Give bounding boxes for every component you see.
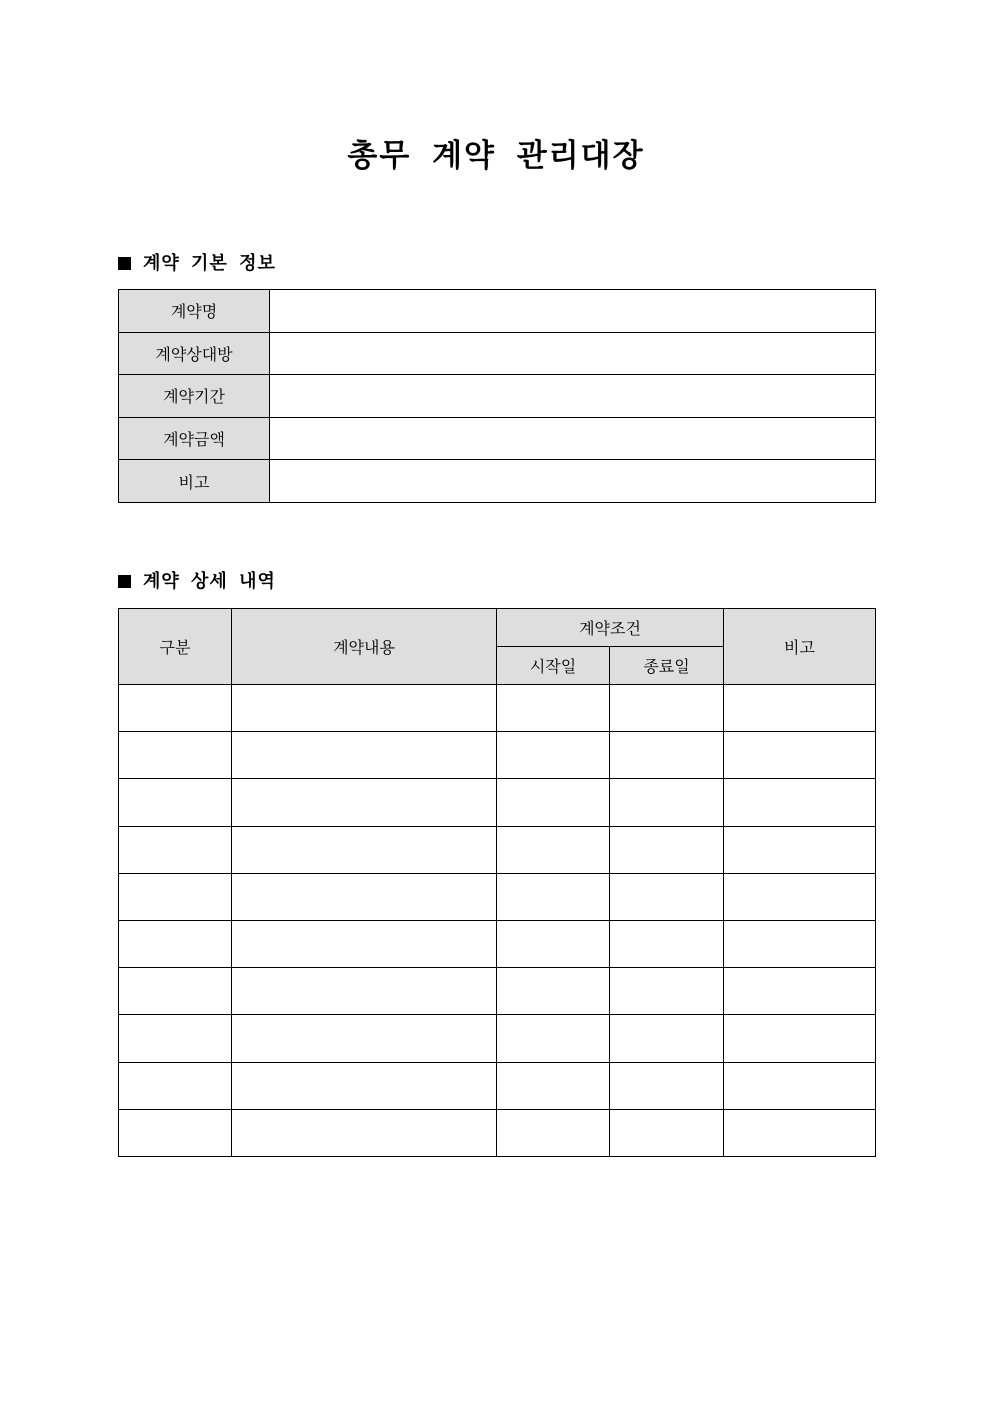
square-bullet-icon: [118, 575, 131, 588]
table-row: [119, 1015, 876, 1062]
table-row: [119, 968, 876, 1015]
cell-content[interactable]: [232, 826, 497, 873]
cell-content[interactable]: [232, 1109, 497, 1156]
cell-content[interactable]: [232, 779, 497, 826]
cell-remarks[interactable]: [724, 1062, 876, 1109]
cell-remarks[interactable]: [724, 685, 876, 732]
info-row: [119, 417, 876, 460]
basic-info-table: [118, 289, 876, 503]
cell-end-date[interactable]: [610, 732, 724, 779]
cell-category[interactable]: [119, 873, 232, 920]
info-row: [119, 332, 876, 375]
table-header-row: [119, 609, 876, 647]
cell-start-date[interactable]: [497, 920, 610, 967]
cell-category[interactable]: [119, 968, 232, 1015]
cell-content[interactable]: [232, 685, 497, 732]
cell-remarks[interactable]: [724, 779, 876, 826]
cell-end-date[interactable]: [610, 1062, 724, 1109]
table-row: [119, 826, 876, 873]
cell-start-date[interactable]: [497, 779, 610, 826]
cell-category[interactable]: [119, 826, 232, 873]
cell-remarks[interactable]: [724, 826, 876, 873]
cell-end-date[interactable]: [610, 779, 724, 826]
table-row: [119, 873, 876, 920]
cell-content[interactable]: [232, 732, 497, 779]
cell-end-date[interactable]: [610, 968, 724, 1015]
info-label: 계약금액: [119, 417, 270, 460]
details-heading-text: 계약 상세 내역: [143, 571, 276, 592]
cell-start-date[interactable]: [497, 968, 610, 1015]
cell-end-date[interactable]: [610, 685, 724, 732]
contract-details-table: [118, 608, 876, 1157]
header-content: 계약내용: [232, 609, 497, 685]
info-row: [119, 460, 876, 503]
info-value-field[interactable]: [270, 460, 876, 503]
details-heading: [118, 569, 276, 595]
info-value-field[interactable]: [270, 332, 876, 375]
cell-category[interactable]: [119, 779, 232, 826]
cell-end-date[interactable]: [610, 873, 724, 920]
info-label: 계약명: [119, 290, 270, 333]
cell-category[interactable]: [119, 920, 232, 967]
cell-remarks[interactable]: [724, 968, 876, 1015]
page-title: 총무 계약 관리대장: [347, 138, 645, 174]
cell-category[interactable]: [119, 685, 232, 732]
cell-end-date[interactable]: [610, 1015, 724, 1062]
cell-remarks[interactable]: [724, 1015, 876, 1062]
cell-remarks[interactable]: [724, 873, 876, 920]
header-terms: 계약조건: [497, 609, 724, 647]
cell-remarks[interactable]: [724, 920, 876, 967]
header-start-date: 시작일: [497, 647, 610, 685]
info-label: 계약상대방: [119, 332, 270, 375]
cell-remarks[interactable]: [724, 732, 876, 779]
cell-category[interactable]: [119, 1062, 232, 1109]
basic-info-heading-text: 계약 기본 정보: [143, 253, 276, 274]
table-row: [119, 732, 876, 779]
info-value-field[interactable]: [270, 290, 876, 333]
cell-start-date[interactable]: [497, 732, 610, 779]
basic-info-heading: [118, 251, 276, 277]
cell-content[interactable]: [232, 1062, 497, 1109]
table-row: [119, 685, 876, 732]
table-row: [119, 1109, 876, 1156]
cell-start-date[interactable]: [497, 1109, 610, 1156]
cell-start-date[interactable]: [497, 685, 610, 732]
info-value-field[interactable]: [270, 417, 876, 460]
table-row: [119, 779, 876, 826]
square-bullet-icon: [118, 257, 131, 270]
info-label: 비고: [119, 460, 270, 503]
cell-start-date[interactable]: [497, 1015, 610, 1062]
info-row: [119, 375, 876, 418]
table-row: [119, 1062, 876, 1109]
info-row: [119, 290, 876, 333]
cell-end-date[interactable]: [610, 920, 724, 967]
header-end-date: 종료일: [610, 647, 724, 685]
cell-content[interactable]: [232, 1015, 497, 1062]
header-category: 구분: [119, 609, 232, 685]
cell-category[interactable]: [119, 732, 232, 779]
cell-remarks[interactable]: [724, 1109, 876, 1156]
cell-category[interactable]: [119, 1015, 232, 1062]
cell-content[interactable]: [232, 920, 497, 967]
cell-end-date[interactable]: [610, 1109, 724, 1156]
table-row: [119, 920, 876, 967]
header-remarks: 비고: [724, 609, 876, 685]
info-value-field[interactable]: [270, 375, 876, 418]
cell-start-date[interactable]: [497, 873, 610, 920]
cell-end-date[interactable]: [610, 826, 724, 873]
info-label: 계약기간: [119, 375, 270, 418]
cell-content[interactable]: [232, 873, 497, 920]
cell-start-date[interactable]: [497, 1062, 610, 1109]
cell-start-date[interactable]: [497, 826, 610, 873]
cell-content[interactable]: [232, 968, 497, 1015]
cell-category[interactable]: [119, 1109, 232, 1156]
